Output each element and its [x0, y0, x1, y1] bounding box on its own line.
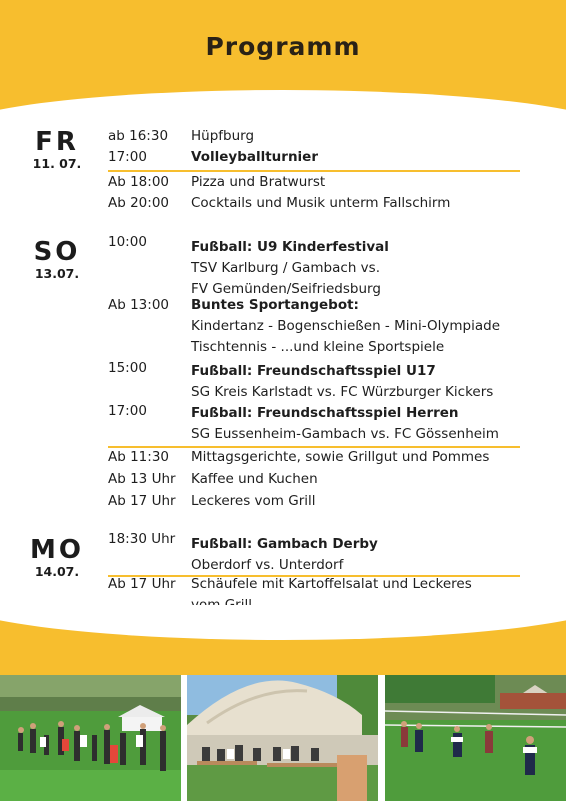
- header-band: [0, 0, 566, 130]
- entry-time: 15:00: [108, 360, 147, 376]
- entry-title: Volleyballturnier: [191, 149, 318, 165]
- entry-line: Kindertanz - Bogenschießen - Mini-Olympiade: [191, 318, 501, 334]
- day-date: 13.07.: [34, 266, 80, 281]
- entry-title: Fußball: Freundschaftsspiel Herren: [191, 405, 459, 421]
- entry-time: Ab 13 Uhr: [108, 471, 176, 487]
- entry-line: Leckeres vom Grill: [191, 493, 316, 509]
- entry-line: SG Kreis Karlstadt vs. FC Würzburger Kickers: [191, 384, 494, 400]
- entry-line: SG Eussenheim-Gambach vs. FC Gössenheim: [191, 426, 499, 442]
- entry-time: 17:00: [108, 403, 147, 419]
- day-date: 11. 07.: [32, 156, 82, 171]
- day-name: SO: [33, 237, 81, 267]
- entry-time: Ab 17 Uhr: [108, 493, 176, 509]
- entry-title: Fußball: Freundschaftsspiel U17: [191, 363, 436, 379]
- entry-line: Mittagsgerichte, sowie Grillgut und Pommes: [191, 449, 490, 465]
- entry-line: FV Gemünden/Seifriedsburg: [191, 281, 381, 297]
- entry-time: Ab 17 Uhr: [108, 576, 176, 592]
- entry-line: Kaffee und Kuchen: [191, 471, 318, 487]
- entry-line: Schäufele mit Kartoffelsalat und Leckeres: [191, 576, 472, 592]
- footer-band: [0, 605, 566, 675]
- entry-time: ab 16:30: [108, 128, 169, 144]
- header-curve: [0, 90, 566, 130]
- day-name: MO: [30, 535, 84, 565]
- sports-field-crowd-photo: [0, 675, 181, 801]
- entry-time: Ab 11:30: [108, 449, 170, 465]
- entry-line: TSV Karlburg / Gambach vs.: [191, 260, 380, 276]
- entry-title: Fußball: Gambach Derby: [191, 536, 378, 552]
- footer-curve: [0, 605, 566, 640]
- entry-line: Hüpfburg: [191, 128, 255, 144]
- day-monday: [22, 536, 92, 580]
- festival-tent-photo: [187, 675, 378, 801]
- entry-time: 10:00: [108, 234, 147, 250]
- page-title: Programm: [205, 32, 361, 61]
- volleyball-game-photo: [385, 675, 566, 801]
- entry-title: Fußball: U9 Kinderfestival: [191, 239, 389, 255]
- day-friday: [22, 128, 92, 172]
- day-date: 14.07.: [34, 564, 80, 579]
- entry-line: Oberdorf vs. Unterdorf: [191, 557, 344, 573]
- day-sunday: [22, 238, 92, 282]
- entry-time: Ab 18:00: [108, 174, 170, 190]
- entry-time: 18:30 Uhr: [108, 531, 176, 547]
- day-name: FR: [35, 127, 79, 157]
- entry-time: Ab 20:00: [108, 195, 170, 211]
- entry-line: Pizza und Bratwurst: [191, 174, 326, 190]
- entry-time: 17:00: [108, 149, 147, 165]
- entry-line: Tischtennis - ...und kleine Sportspiele: [191, 339, 445, 355]
- entry-time: Ab 13:00: [108, 297, 170, 313]
- entry-title: Buntes Sportangebot:: [191, 297, 359, 313]
- entry-line: Cocktails und Musik unterm Fallschirm: [191, 195, 451, 211]
